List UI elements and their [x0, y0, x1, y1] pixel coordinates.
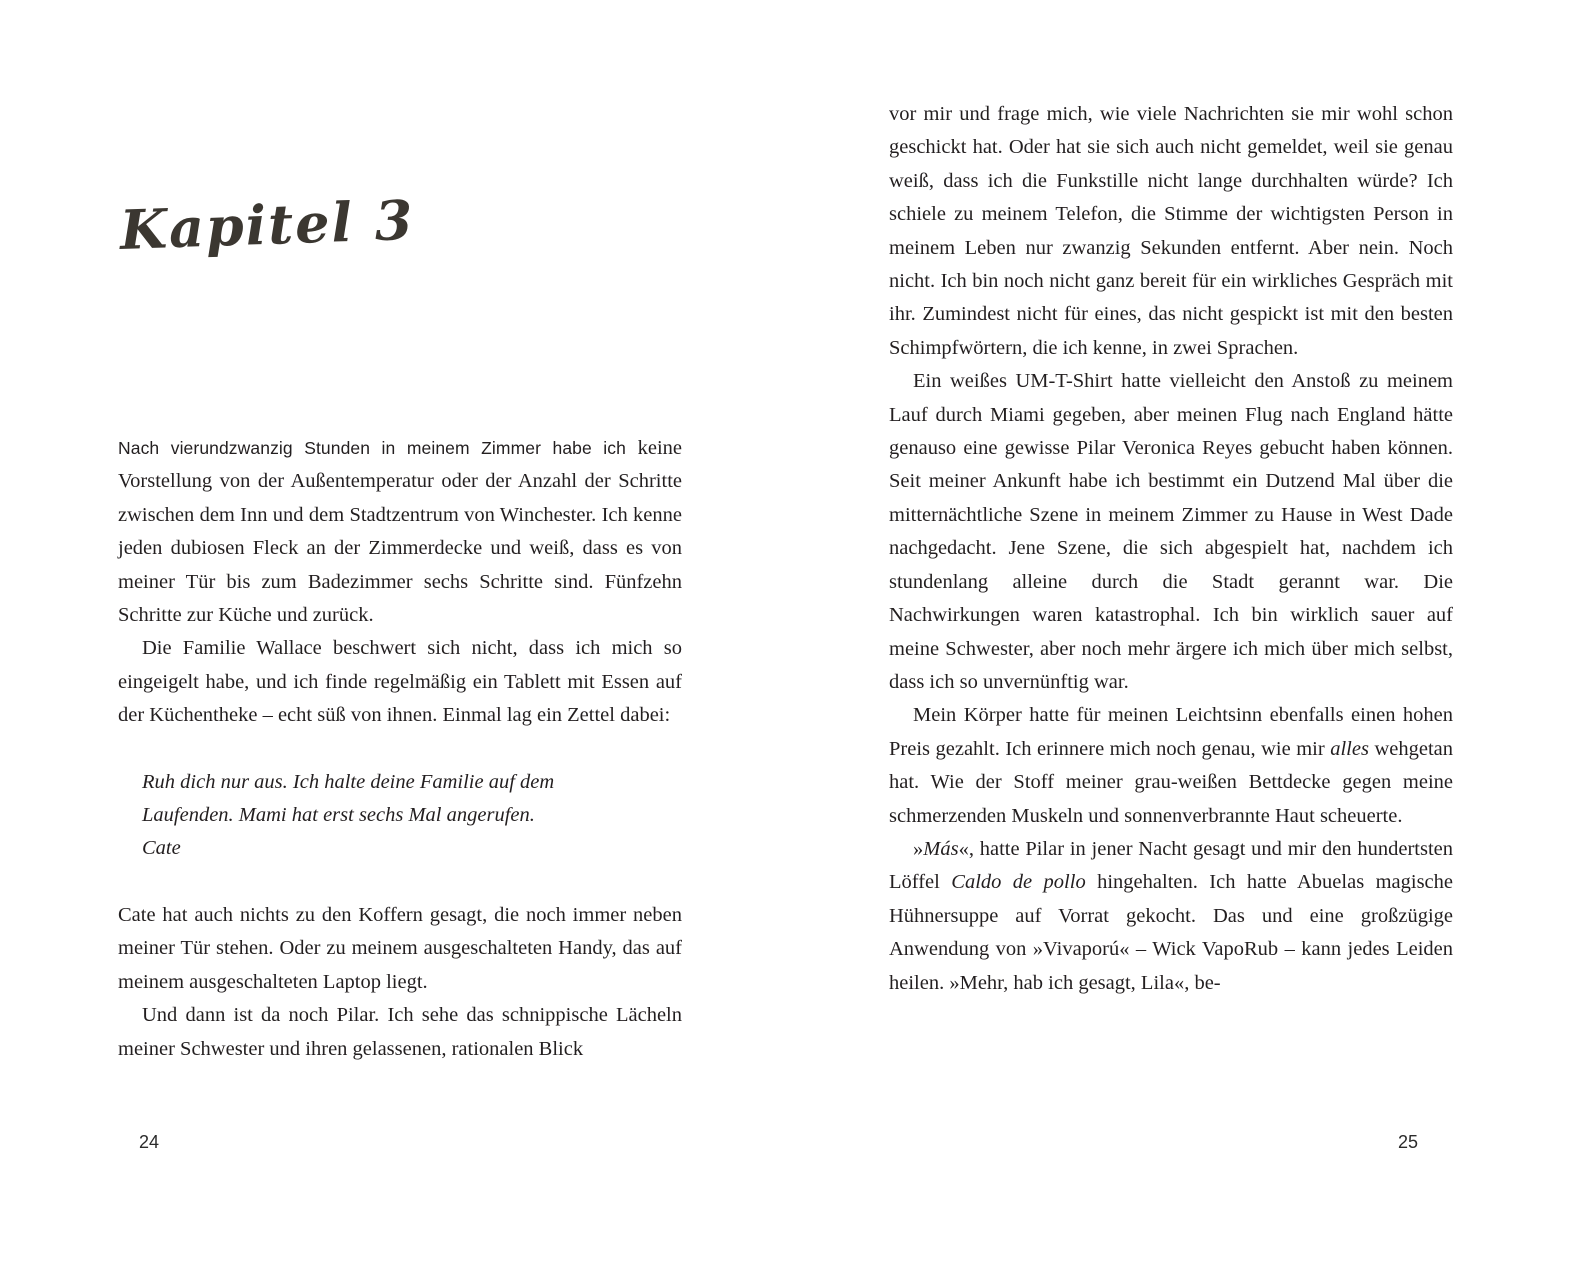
paragraph-8-part-a: «, hatte Pilar in jener Nacht gesagt und mir den hundertsten Löffel: [889, 837, 1453, 894]
paragraph-8: [889, 833, 1453, 1000]
paragraph-2: Die Familie Wallace beschwert sich nicht, dass ich mich so eingeigelt habe, und ich finde regelmäßig ein Tablett mit Essen auf der Küchentheke – echt süß von ihnen. Einmal lag ein Zettel dabei:: [118, 637, 682, 727]
opening-quote: »: [913, 837, 924, 860]
handwritten-note: [142, 766, 682, 866]
paragraph-7: [889, 699, 1453, 833]
emphasis-mas: Más: [923, 837, 959, 860]
emphasis-caldo-de-pollo: Caldo de pollo: [951, 871, 1086, 894]
paragraph-8-part-b: hingehalten. Ich hatte Abuelas magische Hühnersuppe auf Vorrat gekocht. Das und eine großzügige Anwendung von »Vivaporú« – Wick VapoRub – kann jedes Leiden heilen. »Mehr, hab ich gesagt, Lila«, be-: [889, 871, 1453, 994]
chapter-title: Kapitel 3: [118, 187, 416, 262]
right-page: [797, 0, 1594, 1270]
paragraph-1: [118, 432, 682, 632]
note-line-1: Ruh dich nur aus. Ich halte deine Familie auf dem: [142, 770, 555, 793]
page-number-right: 25: [1398, 1132, 1419, 1152]
paragraph-3: Cate hat auch nichts zu den Koffern gesagt, die noch immer neben meiner Tür stehen. Oder zu meinem ausgeschalteten Handy, das auf meinem ausgeschalteten Laptop liegt.: [118, 903, 682, 993]
note-line-2: Laufenden. Mami hat erst sechs Mal angerufen.: [142, 804, 535, 827]
left-body-text: [118, 432, 682, 1066]
paragraph-7-part-b: wehgetan hat. Wie der Stoff meiner grau-weißen Bettdecke gegen meine schmerzenden Muskeln und sonnenverbrannte Haut scheuerte.: [889, 737, 1453, 827]
paragraph-7-part-a: Mein Körper hatte für meinen Leichtsinn ebenfalls einen hohen Preis gezahlt. Ich erinnere mich noch genau, wie mir: [889, 704, 1453, 760]
right-body-text: [889, 98, 1453, 1000]
paragraph-5: vor mir und frage mich, wie viele Nachrichten sie mir wohl schon geschickt hat. Oder hat sie sich auch nicht gemeldet, weil sie genau weiß, dass ich die Funkstille nicht lange durchhalten würde? Ich schiele zu meinem Telefon, die Stimme der wichtigsten Person in meinem Leben nur zwanzig Sekunden entfernt. Aber nein. Noch nicht. Ich bin noch nicht ganz bereit für ein wirkliches Gespräch mit ihr. Zumindest nicht für eines, das nicht gespickt ist mit den besten Schimpfwörtern, die ich kenne, in zwei Sprachen.: [889, 103, 1453, 359]
paragraph-4: Und dann ist da noch Pilar. Ich sehe das schnippische Lächeln meiner Schwester und ihren gelassenen, rationalen Blick: [118, 1004, 682, 1060]
page-number-left: 24: [139, 1132, 160, 1152]
note-signature: Cate: [142, 837, 181, 860]
lead-in-text: Nach vierundzwanzig Stunden in meinem Zimmer habe ich: [118, 438, 626, 458]
paragraph-6: Ein weißes UM-T-Shirt hatte vielleicht den Anstoß zu meinem Lauf durch Miami gegeben, aber meinen Flug nach England hätte genauso eine gewisse Pilar Veronica Reyes gebucht haben können. Seit meiner Ankunft habe ich bestimmt ein Dutzend Mal über die mitternächtliche Szene in meinem Zimmer zu Hause in West Dade nachgedacht. Jene Szene, die sich abgespielt hat, nachdem ich stundenlang alleine durch die Stadt gerannt war. Die Nachwirkungen waren katastrophal. Ich bin wirklich sauer auf meine Schwester, aber noch mehr ärgere ich mich über mich selbst, dass ich so unvernünftig war.: [889, 370, 1453, 693]
paragraph-1-rest: keine Vorstellung von der Außentemperatur oder der Anzahl der Schritte zwischen dem Inn und dem Stadtzentrum von Winchester. Ich kenne jeden dubiosen Fleck an der Zimmerdecke und weiß, dass es von meiner Tür bis zum Badezimmer sechs Schritte sind. Fünfzehn Schritte zur Küche und zurück.: [118, 437, 682, 627]
emphasis-alles: alles: [1330, 737, 1369, 760]
